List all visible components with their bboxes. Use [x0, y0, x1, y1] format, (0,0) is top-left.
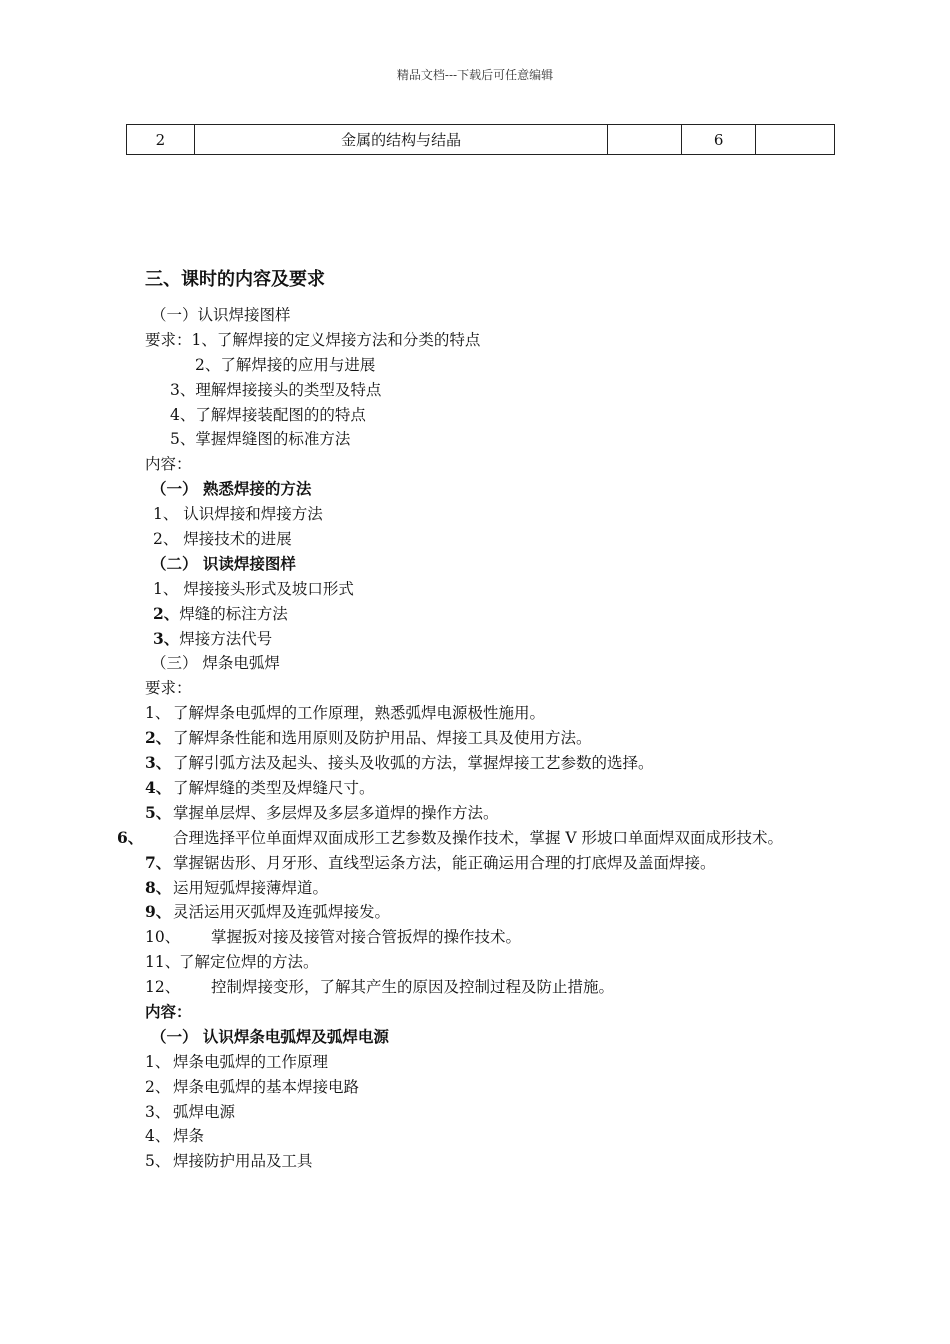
table-row	[127, 125, 835, 155]
list-item: 3、 弧焊电源	[145, 1102, 236, 1121]
requirement-item: 5、掌握焊缝图的标准方法	[170, 430, 351, 449]
requirement-item: 8、 运用短弧焊接薄焊道。	[145, 877, 329, 897]
page-header: 精品文档---下载后可任意编辑	[396, 68, 554, 82]
requirement-item: 1、 了解焊条电弧焊的工作原理，熟悉弧焊电源极性施用。	[145, 704, 546, 723]
requirement-item: 3、理解焊接接头的类型及特点	[170, 380, 382, 399]
table-cell-empty	[756, 125, 835, 155]
content-label: 内容：	[145, 455, 192, 474]
requirement-item: 要求：1、了解焊接的定义焊接方法和分类的特点	[145, 330, 481, 349]
requirement-item: 3、 了解引弧方法及起头、接头及收弧的方法，掌握焊接工艺参数的选择。	[145, 753, 654, 773]
table-cell-empty	[608, 125, 682, 155]
requirement-item: 4、了解焊接装配图的的特点	[170, 405, 366, 424]
requirement-item: 12、 控制焊接变形，了解其产生的原因及控制过程及防止措施。	[145, 978, 615, 997]
sub-heading: （一） 熟悉焊接的方法	[151, 479, 312, 499]
list-item: 2、 焊接技术的进展	[153, 530, 292, 549]
requirement-label: 要求：	[145, 679, 192, 698]
requirement-item: 11、了解定位焊的方法。	[145, 953, 319, 972]
requirement-label: 要求：	[145, 330, 192, 349]
list-item: 1、 认识焊接和焊接方法	[153, 505, 323, 524]
list-item: 2、焊缝的标注方法	[153, 603, 288, 623]
main-content	[117, 265, 825, 1174]
requirement-item: 5、 掌握单层焊、多层焊及多层多道焊的操作方法。	[145, 802, 499, 822]
list-item: 3、焊接方法代号	[153, 628, 273, 648]
requirement-item: 6、 合理选择平位单面焊双面成形工艺参数及操作技术，掌握 V 形坡口单面焊双面成形技术。	[117, 827, 784, 847]
sub-heading: （二） 识读焊接图样	[151, 553, 296, 573]
table-cell-topic: 金属的结构与结晶	[194, 125, 607, 155]
list-item: 5、 焊接防护用品及工具	[145, 1152, 313, 1171]
requirement-item: 4、 了解焊缝的类型及焊缝尺寸。	[145, 777, 375, 797]
table-cell-hours: 6	[682, 125, 756, 155]
list-item: 2、 焊条电弧焊的基本焊接电路	[145, 1077, 360, 1096]
list-item: 1、 焊接接头形式及坡口形式	[153, 579, 354, 598]
section-title: 三、课时的内容及要求	[145, 269, 325, 290]
requirement-item: 10、 掌握扳对接及接管对接合管扳焊的操作技术。	[145, 928, 522, 947]
table-cell-index: 2	[127, 125, 195, 155]
requirement-item: 7、 掌握锯齿形、月牙形、直线型运条方法，能正确运用合理的打底焊及盖面焊接。	[145, 852, 716, 872]
course-table	[126, 124, 835, 155]
list-item: 1、 焊条电弧焊的工作原理	[145, 1052, 329, 1071]
sub-heading: （一） 认识焊条电弧焊及弧焊电源	[151, 1026, 389, 1046]
content-label: 内容：	[145, 1001, 192, 1021]
part-heading: （三） 焊条电弧焊	[151, 654, 280, 673]
requirement-item: 2、了解焊接的应用与进展	[195, 355, 376, 374]
requirement-item: 9、 灵活运用灭弧焊及连弧焊接发。	[145, 902, 391, 922]
part-heading: （一）认识焊接图样	[151, 306, 291, 324]
list-item: 4、 焊条	[145, 1127, 205, 1146]
requirement-item: 2、 了解焊条性能和选用原则及防护用品、焊接工具及使用方法。	[145, 728, 592, 748]
